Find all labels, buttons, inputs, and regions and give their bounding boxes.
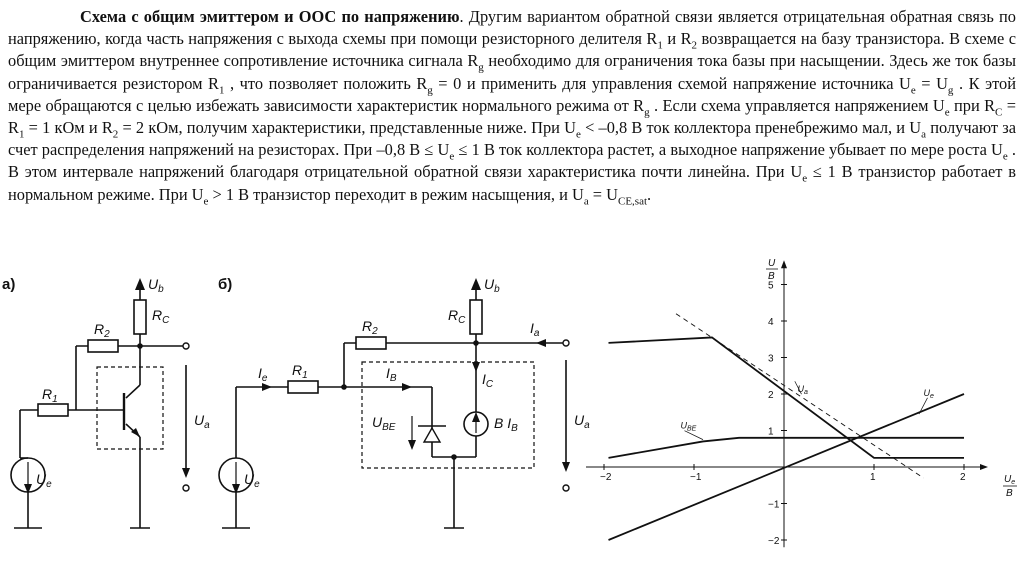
label-ub: $U_b$ (148, 276, 164, 295)
y-axis-label-top: U (768, 258, 776, 269)
y-tick-label: 1 (768, 426, 774, 438)
x-tick-label: 1 (870, 472, 876, 483)
text-run: . В этом интервале напряжений благодаря отрицательной обратной связи характеристика почти линейна. При U (8, 140, 1017, 182)
subscript: 2 (691, 39, 698, 52)
text-run: > 1 В транзистор переходит в режим насыщения, и U (208, 184, 584, 204)
y-tick-label: 2 (768, 390, 774, 401)
text-run: < –0,8 В ток коллектора пренебрежимо мал, и U (580, 118, 922, 138)
text-run: , что позволяет положить R (224, 73, 428, 93)
series-line (609, 337, 965, 457)
x-tick-label: −2 (600, 472, 612, 483)
text-run: получают за счет распределения напряжений на резисторах. При –0,8 В ≤ U (8, 118, 1016, 160)
label-r1-b: $R_1$ (292, 362, 308, 381)
text-run: . Другим вариантом обратной связи является отрицательная обратная связь по напряжению, когда часть напряжения с выхода схемы при помощи резисторного делителя R (8, 7, 1016, 49)
subscript: CE,sat (617, 194, 648, 207)
label-ue: $U_e$ (36, 471, 52, 490)
label-ua-b: $U_a$ (574, 412, 590, 431)
x-tick-label: 2 (960, 472, 966, 483)
label-ub-b: $U_b$ (484, 276, 500, 295)
subscript: e (576, 128, 581, 141)
subscript: e (1002, 150, 1008, 163)
subscript: g (644, 106, 650, 119)
label-r2-b: $R_2$ (362, 318, 378, 337)
subscript: 1 (657, 39, 663, 52)
label-rc-b: $R_C$ (448, 307, 466, 326)
label-ue-b: $U_e$ (244, 471, 260, 490)
label-ia: $I_a$ (530, 320, 540, 339)
text-run: = U (588, 184, 618, 204)
panel-label-b: б) (218, 276, 233, 293)
subscript: g (478, 61, 484, 74)
text-run: и R (662, 29, 692, 49)
subscript: 1 (219, 83, 225, 96)
label-r1: $R_1$ (42, 386, 58, 405)
label-ua: $U_a$ (194, 412, 210, 431)
subscript: e (802, 172, 808, 185)
y-axis-label-bottom: В (768, 271, 775, 282)
series-label: $U_{BE}$ (680, 420, 697, 433)
text-run: . Если схема управляется напряжением U (649, 95, 945, 115)
text-run: ≤ 1 В транзистор работает в нормальном режиме. При U (8, 162, 1016, 204)
subscript: e (910, 83, 916, 96)
x-tick-label: −1 (690, 472, 702, 483)
chart-axes (586, 260, 988, 547)
text-run: = U (915, 73, 948, 93)
label-ib: $I_B$ (386, 365, 397, 384)
x-axis-arrow (980, 464, 988, 470)
subscript: g (947, 83, 954, 96)
label-ic: $I_C$ (482, 371, 494, 390)
subscript: e (449, 150, 455, 163)
x-axis-label-bottom: В (1006, 488, 1013, 499)
text-run: при R (949, 95, 996, 115)
chart-series (609, 314, 965, 540)
subscript: g (427, 83, 433, 96)
text-run: . К этой мере обращаются с целью избежать зависимости характеристик нормального режима от R (8, 73, 1017, 115)
subscript: e (944, 106, 950, 119)
subscript: a (583, 194, 589, 207)
label-rc: $R_C$ (152, 307, 170, 326)
label-ube: $U_{BE}$ (372, 414, 396, 433)
y-tick-label: −1 (768, 499, 780, 511)
y-tick-label: −2 (768, 536, 780, 547)
text-run: . (647, 184, 652, 204)
series-label: $U_e$ (923, 387, 934, 400)
series-line (609, 438, 965, 458)
text-run: = 1 кОм и R (24, 118, 113, 138)
chart-ticks (600, 281, 966, 548)
text-run: = R (8, 95, 1016, 138)
panel-label-a: а) (2, 276, 16, 293)
y-axis-arrow (781, 260, 787, 268)
y-tick-label: 3 (768, 353, 774, 365)
x-axis-label-top: $U_e$ (1004, 474, 1016, 486)
y-tick-label: 5 (768, 280, 774, 292)
subscript: e (203, 194, 209, 207)
label-bib: B $I_B$ (494, 415, 518, 434)
subscript: C (995, 106, 1003, 119)
subscript: 2 (112, 128, 119, 141)
text-run: необходимо для ограничения тока базы при насыщении. Здесь же ток базы ограничивается резистором R (8, 51, 1016, 93)
series-label: $U_a$ (797, 384, 808, 397)
text-run: возвращается на базу транзистора. В схеме с общим эмиттером внутреннее сопротивление источника сигнала R (8, 29, 1016, 71)
subscript: 1 (18, 128, 25, 141)
label-r2: $R_2$ (94, 321, 110, 340)
section-heading: Схема с общим эмиттером и ООС по напряжению (80, 7, 460, 26)
label-ie: $I_e$ (258, 365, 268, 384)
text-run: = 2 кОм, получим характеристики, представленные ниже. При U (118, 118, 576, 138)
y-tick-label: 4 (768, 317, 774, 328)
text-run: ≤ 1 В ток коллектора растет, а выходное напряжение убывает по мере роста U (454, 140, 1003, 160)
subscript: a (921, 128, 926, 141)
text-run: = 0 и применить для управления схемой напряжение источника U (432, 73, 911, 93)
